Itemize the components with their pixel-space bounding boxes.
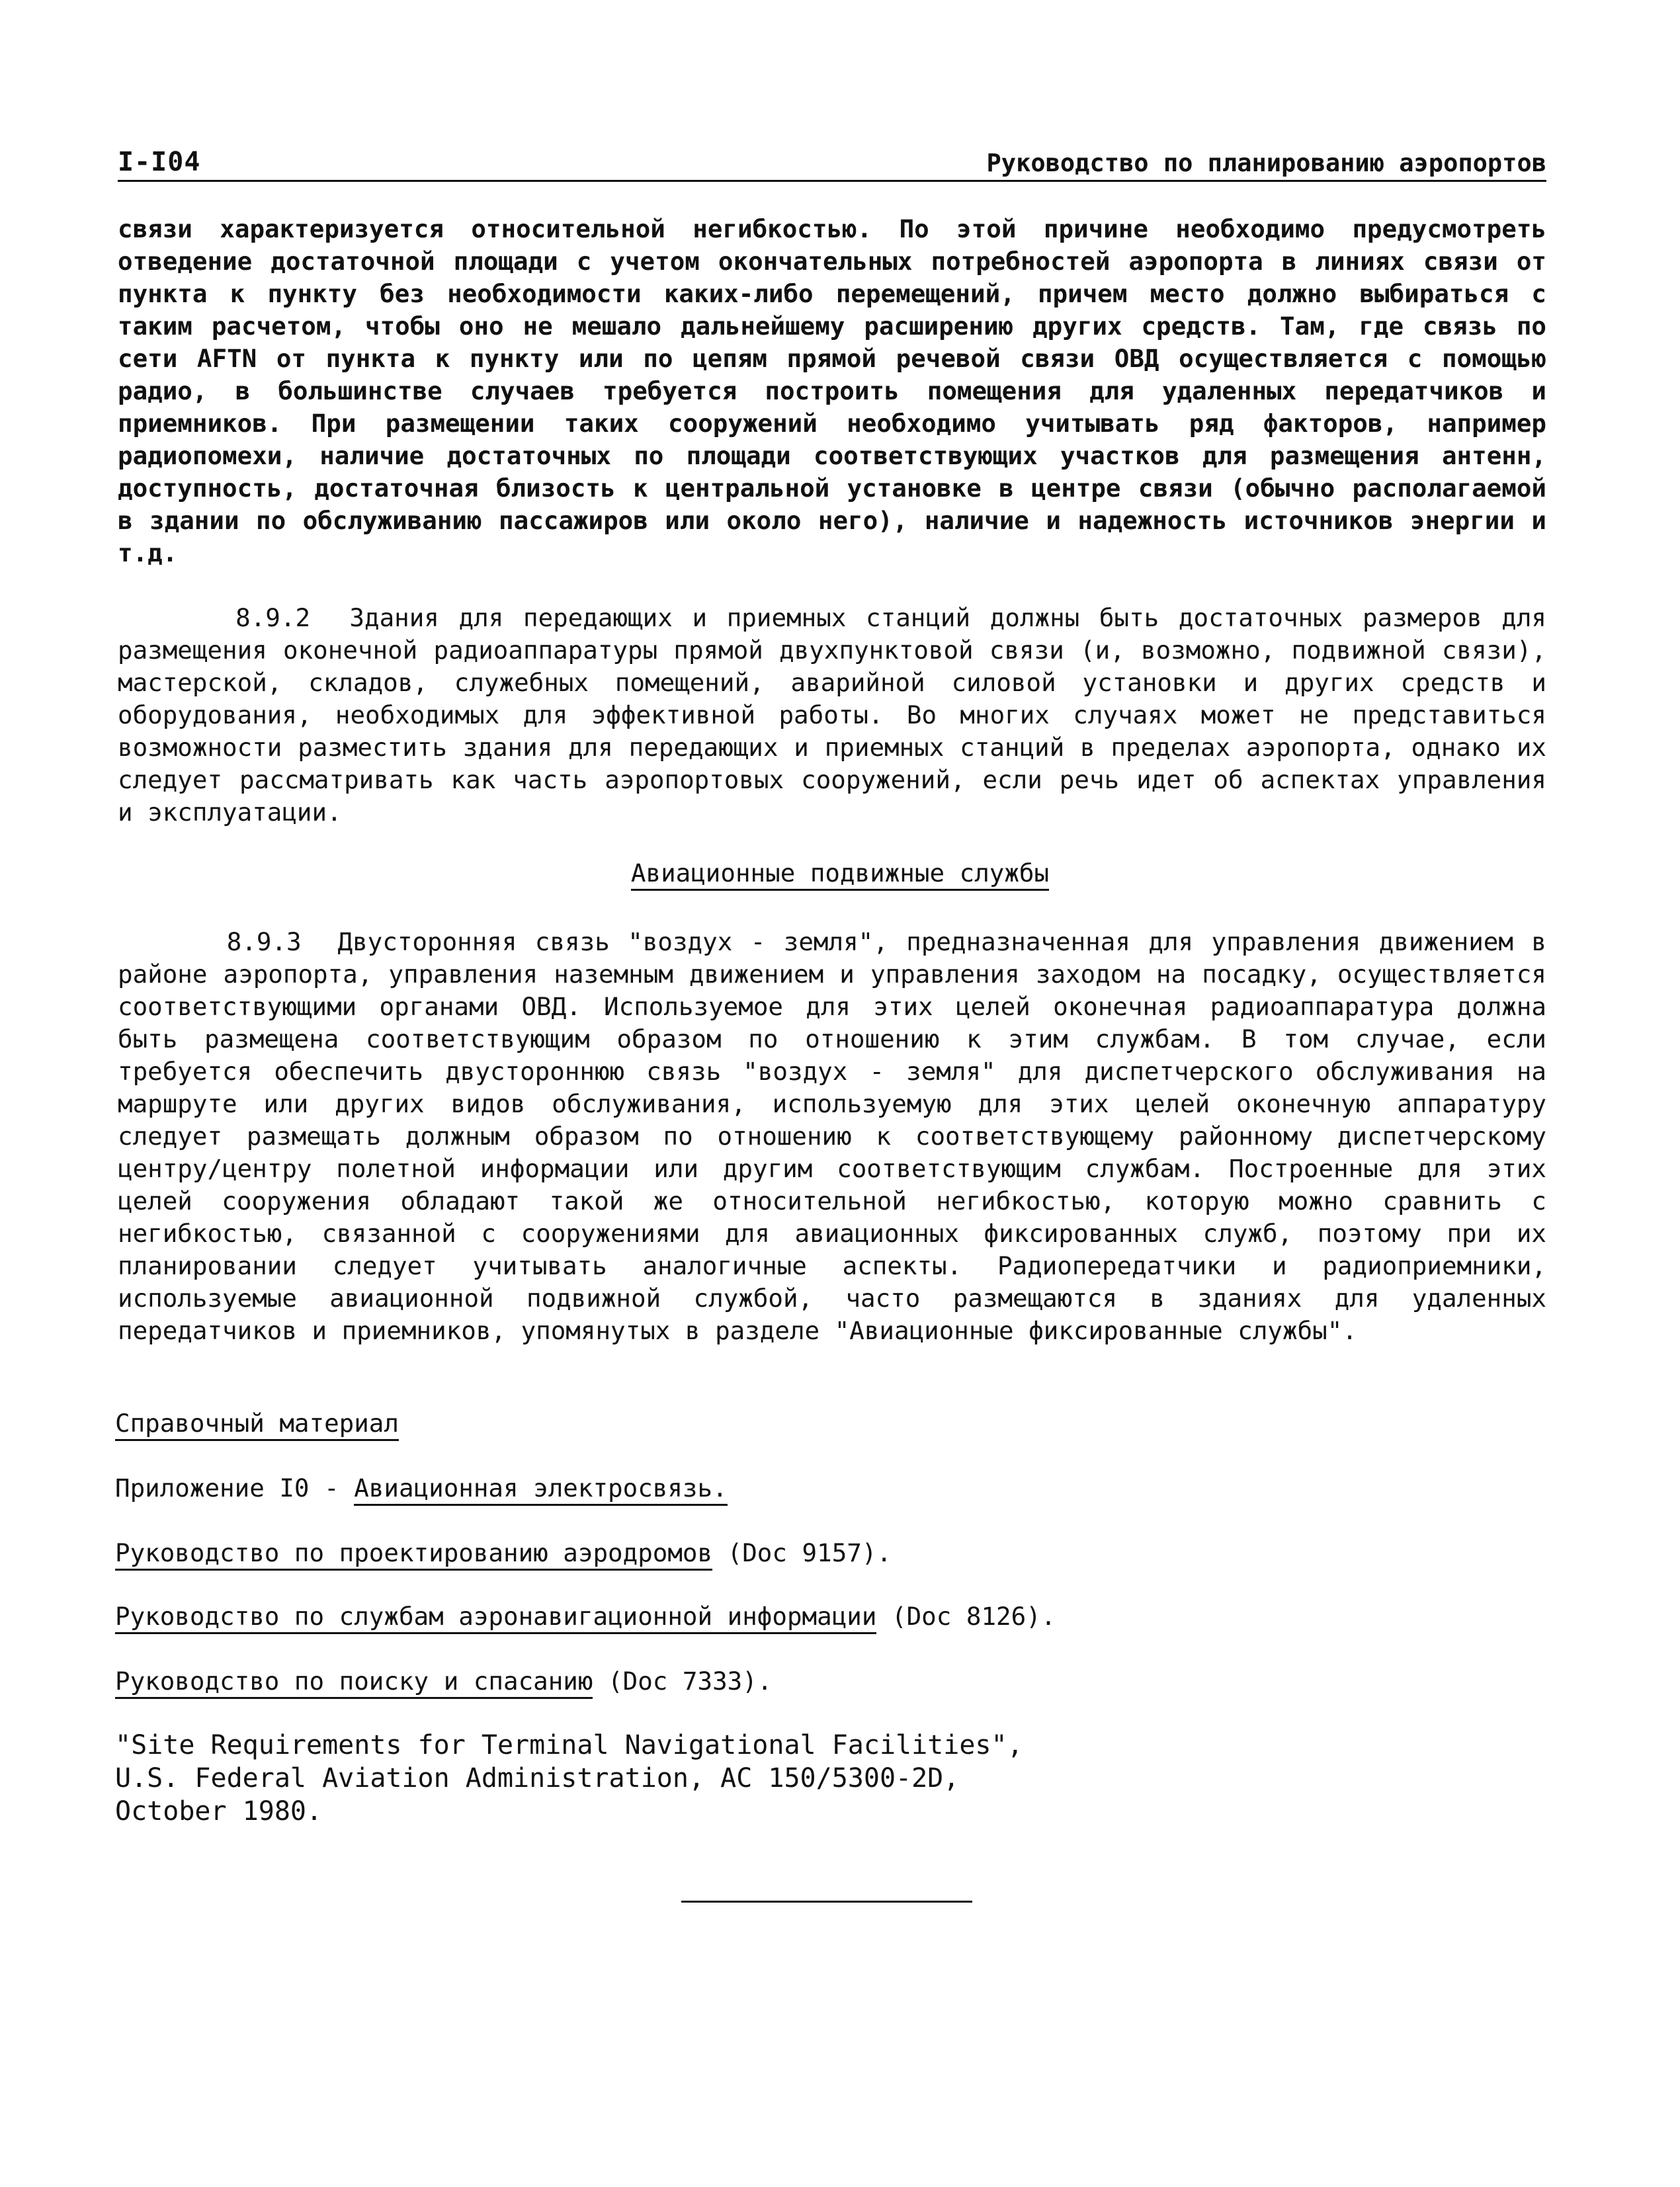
references-title bbox=[115, 1407, 399, 1440]
external-reference-line: U.S. Federal Aviation Administration, AC 150/5300-2D, bbox=[115, 1763, 960, 1794]
running-title: Руководство по планированию аэропортов bbox=[986, 149, 1546, 177]
reference-suffix: (Doc 7333). bbox=[593, 1667, 773, 1696]
page-header bbox=[118, 138, 1546, 182]
end-of-section-rule bbox=[681, 1901, 972, 1903]
reference-suffix: (Doc 9157). bbox=[712, 1538, 892, 1567]
external-reference-line: October 1980. bbox=[115, 1796, 323, 1827]
reference-title: Руководство по проектированию аэродромов bbox=[115, 1538, 712, 1571]
reference-item bbox=[115, 1472, 728, 1505]
reference-title: Руководство по службам аэронавигационной информации bbox=[115, 1602, 876, 1634]
reference-suffix: (Doc 8126). bbox=[876, 1602, 1056, 1631]
paragraph-8-9-2: 8.9.2 Здания для передающих и приемных станций должны быть достаточных размеров для размещения оконечной радиоаппаратуры прямой двухпунктовой связи (и, возможно, подвижной связи), мастерской, складов, служебных помещений, аварийной силовой установки и других средств и оборудования, необходимых для эффективной работы. Во многих случаях может не представиться возможности разместить здания для передающих и приемных станций в пределах аэропорта, однако их следует рассматривать как часть аэропортовых сооружений, если речь идет об аспектах управления и эксплуатации. bbox=[118, 603, 1562, 827]
reference-title: Авиационная электросвязь. bbox=[354, 1473, 727, 1506]
page-number: I-I04 bbox=[118, 147, 201, 177]
reference-item bbox=[115, 1600, 1056, 1633]
reference-title: Руководство по поиску и спасанию bbox=[115, 1667, 593, 1699]
section-heading-text: Авиационные подвижные службы bbox=[631, 858, 1049, 891]
paragraph-continuation: связи характеризуется относительной негибкостью. По этой причине необходимо предусмотреть отведение достаточной площади с учетом окончательных потребностей аэропорта в линиях связи от пункта к пункту без необходимости каких-либо перемещений, причем место должно выбираться с таким расчетом, чтобы оно не мешало дальнейшему расширению других средств. Там, где связь по сети AFTN от пункта к пункту или по цепям прямой речевой связи ОВД осуществляется с помощью радио, в большинстве случаев требуется построить помещения для удаленных передатчиков и приемников. При размещении таких сооружений необходимо учитывать ряд факторов, например радиопомехи, наличие достаточных по площади соответствующих участков для размещения антенн, доступность, достаточная близость к центральной установке в центре связи (обычно располагаемой в здании по обслуживанию пассажиров или около него), наличие и надежность источников энергии и т.д. bbox=[118, 214, 1562, 567]
section-heading bbox=[0, 857, 1680, 889]
reference-prefix: Приложение I0 - bbox=[115, 1473, 355, 1503]
external-reference-line: "Site Requirements for Terminal Navigational Facilities", bbox=[115, 1730, 1023, 1760]
reference-item bbox=[115, 1537, 892, 1569]
references-title-text: Справочный материал bbox=[115, 1409, 399, 1441]
paragraph-8-9-3: 8.9.3 Двусторонняя связь "воздух - земля", предназначенная для управления движением в районе аэропорта, управления наземным движением и управления заходом на посадку, осуществляется соответствующими органами ОВД. Используемое для этих целей оконечная радиоаппаратура должна быть размещена соответствующим образом по отношению к этим службам. В том случае, если требуется обеспечить двустороннюю связь "воздух - земля" для диспетчерского обслуживания на маршруте или других видов обслуживания, используемую для этих целей оконечную аппаратуру следует размещать должным образом по отношению к соответствующему районному диспетчерскому центру/центру полетной информации или другим соответствующим службам. Построенные для этих целей сооружения обладают такой же относительной негибкостью, которую можно сравнить с негибкостью, связанной с сооружениями для авиационных фиксированных служб, поэтому при их планировании следует учитывать аналогичные аспекты. Радиопередатчики и радиоприемники, используемые авиационной подвижной службой, часто размещаются в зданиях для удаленных передатчиков и приемников, упомянутых в разделе "Авиационные фиксированные службы". bbox=[118, 927, 1562, 1345]
reference-item bbox=[115, 1665, 772, 1698]
external-reference bbox=[115, 1729, 1023, 1828]
